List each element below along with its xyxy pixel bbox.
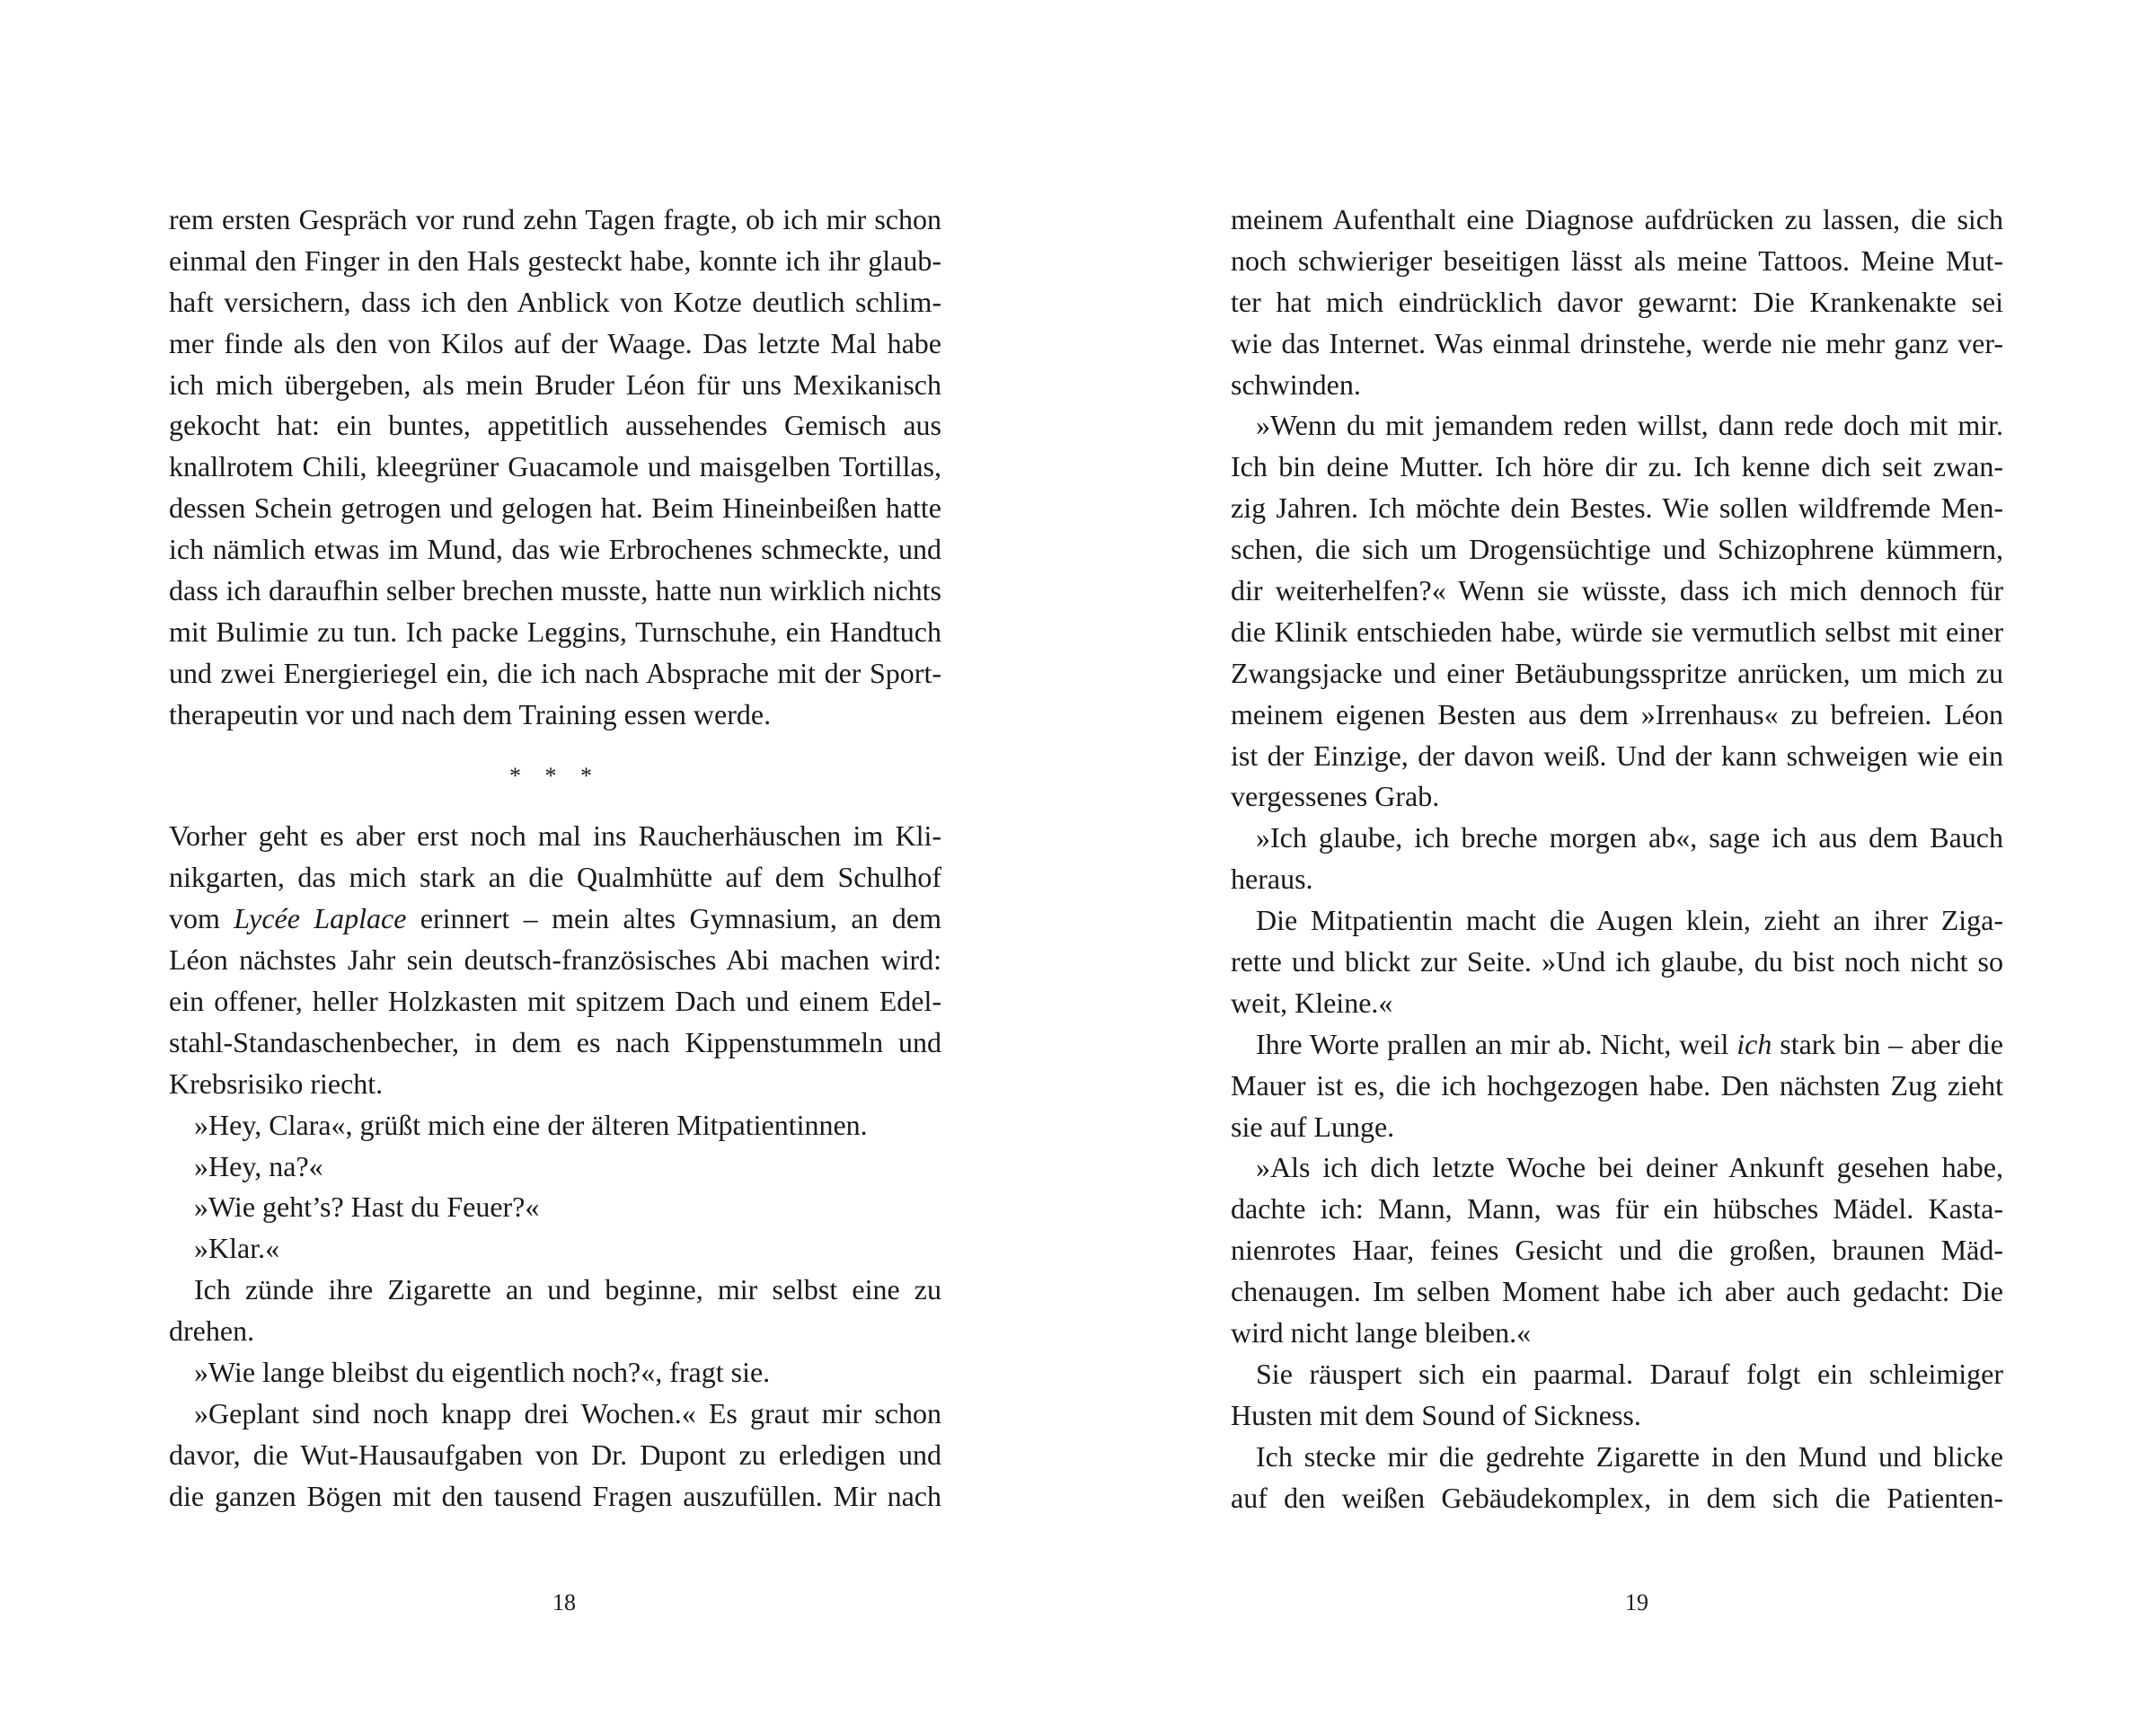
text-line: chenaugen. Im selben Moment habe ich aber auch gedacht: Die — [1231, 1275, 2003, 1308]
text-line: gekocht hat: ein buntes, appetitlich aussehendes Gemisch aus — [169, 409, 941, 442]
left-page-text — [169, 199, 941, 1518]
section-spacer — [169, 736, 941, 756]
text-line: schwinden. — [1231, 367, 1361, 401]
text-line: Vorher geht es aber erst noch mal ins Raucherhäuschen im Kli- — [169, 819, 941, 853]
text-line: mer finde als den von Kilos auf der Waage. Das letzte Mal habe — [169, 326, 941, 359]
text-line: ein offener, heller Holzkasten mit spitzem Dach und einem Edel- — [169, 985, 941, 1018]
text-line: dessen Schein getrogen und gelogen hat. Beim Hineinbeißen hatte — [169, 491, 941, 525]
text-line: einmal den Finger in den Hals gesteckt habe, konnte ich ihr glaub- — [169, 243, 941, 277]
text-line: ich nämlich etwas im Mund, das wie Erbrochenes schmeckte, und — [169, 533, 941, 566]
text-line: schen, die sich um Drogensüchtige und Schizophrene kümmern, — [1231, 533, 2003, 566]
text-line: Léon nächstes Jahr sein deutsch-französisches Abi machen wird: — [169, 943, 941, 977]
text-line: heraus. — [1231, 863, 1313, 896]
text-line: therapeutin vor und nach dem Training essen werde. — [169, 697, 772, 730]
text-line: rem ersten Gespräch vor rund zehn Tagen fragte, ob ich mir schon — [169, 203, 941, 235]
text-line: Sie räuspert sich ein paarmal. Darauf folgt ein schleimiger — [1256, 1357, 2003, 1390]
text-line: »Ich glaube, ich breche morgen ab«, sage ich aus dem Bauch — [1256, 821, 2003, 854]
text-line: Mauer ist es, die ich hochgezogen habe. Den nächsten Zug zieht — [1231, 1068, 2003, 1102]
text-fragment: erinnert – mein altes Gymnasium, an dem — [406, 902, 942, 935]
text-line: wird nicht lange bleiben.« — [1231, 1316, 1532, 1350]
text-line: »Hey, na?« — [194, 1149, 323, 1182]
text-line: dir weiterhelfen?« Wenn sie wüsste, dass ich mich dennoch für — [1231, 574, 2003, 607]
text-line: dachte ich: Mann, Mann, was für ein hübsches Mädel. Kasta- — [1231, 1192, 2003, 1226]
text-line: und zwei Energieriegel ein, die ich nach Absprache mit der Sport- — [169, 656, 941, 689]
text-line: die ganzen Bögen mit den tausend Fragen auszufüllen. Mir nach — [169, 1479, 941, 1512]
emphasized-text: ich — [1736, 1027, 1772, 1060]
page-number-right: 19 — [1625, 1589, 1648, 1615]
text-line: Krebsrisiko riecht. — [169, 1066, 384, 1100]
text-line: ich mich übergeben, als mein Bruder Léon für uns Mexikanisch — [169, 367, 941, 401]
text-line: ist der Einzige, der davon weiß. Und der kann schweigen wie ein — [1231, 739, 2003, 772]
text-line: dass ich daraufhin selber brechen musste, hatte nun wirklich nichts — [169, 574, 941, 607]
section-spacer — [169, 796, 941, 816]
text-line: Zwangsjacke und einer Betäubungsspritze anrücken, um mich zu — [1231, 656, 2003, 689]
text-line: mit Bulimie zu tun. Ich packe Leggins, Turnschuhe, ein Handtuch — [169, 615, 941, 648]
text-line: wie das Internet. Was einmal drinstehe, werde nie mehr ganz ver- — [1231, 326, 2003, 359]
right-page-text — [1231, 199, 2003, 1519]
text-line: Ich bin deine Mutter. Ich höre dir zu. Ich kenne dich seit zwan- — [1231, 450, 2003, 483]
text-line: Die Mitpatientin macht die Augen klein, zieht an ihrer Ziga- — [1256, 904, 2003, 937]
text-fragment: Ihre Worte prallen an mir ab. Nicht, weil — [1256, 1027, 1737, 1060]
text-line: nienrotes Haar, feines Gesicht und die großen, braunen Mäd- — [1231, 1234, 2003, 1267]
text-line — [169, 898, 941, 940]
text-line: Ich stecke mir die gedrehte Zigarette in den Mund und blicke — [1256, 1439, 2003, 1473]
text-line: nikgarten, das mich stark an die Qualmhütte auf dem Schulhof — [169, 861, 941, 894]
text-line: meinem eigenen Besten aus dem »Irrenhaus« zu befreien. Léon — [1231, 697, 2003, 730]
text-line: noch schwieriger beseitigen lässt als meine Tattoos. Meine Mut- — [1231, 243, 2003, 277]
text-line — [1231, 1024, 2003, 1066]
text-line: zig Jahren. Ich möchte dein Bestes. Wie sollen wildfremde Men- — [1231, 491, 2003, 525]
text-line: »Als ich dich letzte Woche bei deiner Ankunft gesehen habe, — [1256, 1151, 2003, 1184]
section-break: * * * — [509, 762, 601, 789]
text-line: »Klar.« — [194, 1232, 280, 1265]
text-line: »Geplant sind noch knapp drei Wochen.« Es graut mir schon — [194, 1396, 941, 1429]
text-line: »Wie lange bleibst du eigentlich noch?«, fragt sie. — [194, 1356, 771, 1389]
text-line: »Wie geht’s? Hast du Feuer?« — [194, 1190, 540, 1224]
text-line: weit, Kleine.« — [1231, 986, 1393, 1019]
text-line: Ich zünde ihre Zigarette an und beginne, mir selbst eine zu — [194, 1273, 941, 1306]
text-line: rette und blickt zur Seite. »Und ich glaube, du bist noch nicht so — [1231, 945, 2003, 978]
text-fragment: vom — [169, 902, 234, 935]
text-line: »Hey, Clara«, grüßt mich eine der älteren Mitpatientinnen. — [194, 1108, 868, 1141]
text-fragment: stark bin – aber die — [1772, 1027, 2004, 1060]
text-line: auf den weißen Gebäudekomplex, in dem sich die Patienten- — [1231, 1481, 2003, 1514]
text-line: haft versichern, dass ich den Anblick von Kotze deutlich schlim- — [169, 285, 941, 318]
page-number-left: 18 — [552, 1589, 576, 1615]
text-line: sie auf Lunge. — [1231, 1110, 1395, 1143]
text-line: Husten mit dem Sound of Sickness. — [1231, 1398, 1641, 1431]
text-line: die Klinik entschieden habe, würde sie vermutlich selbst mit einer — [1231, 615, 2003, 648]
text-line: vergessenes Grab. — [1231, 780, 1440, 813]
text-line: ter hat mich eindrücklich davor gewarnt: Die Krankenakte sei — [1231, 285, 2003, 318]
text-line: stahl-Standaschenbecher, in dem es nach Kippenstummeln und — [169, 1025, 941, 1058]
text-line: meinem Aufenthalt eine Diagnose aufdrücken zu lassen, die sich — [1231, 203, 2003, 235]
text-line: knallrotem Chili, kleegrüner Guacamole und maisgelben Tortillas, — [169, 450, 941, 483]
emphasized-text: Lycée Laplace — [234, 902, 407, 935]
text-line: drehen. — [169, 1314, 255, 1348]
text-line: »Wenn du mit jemandem reden willst, dann rede doch mit mir. — [1256, 409, 2003, 442]
text-line: davor, die Wut-Hausaufgaben von Dr. Dupont zu erledigen und — [169, 1438, 941, 1471]
